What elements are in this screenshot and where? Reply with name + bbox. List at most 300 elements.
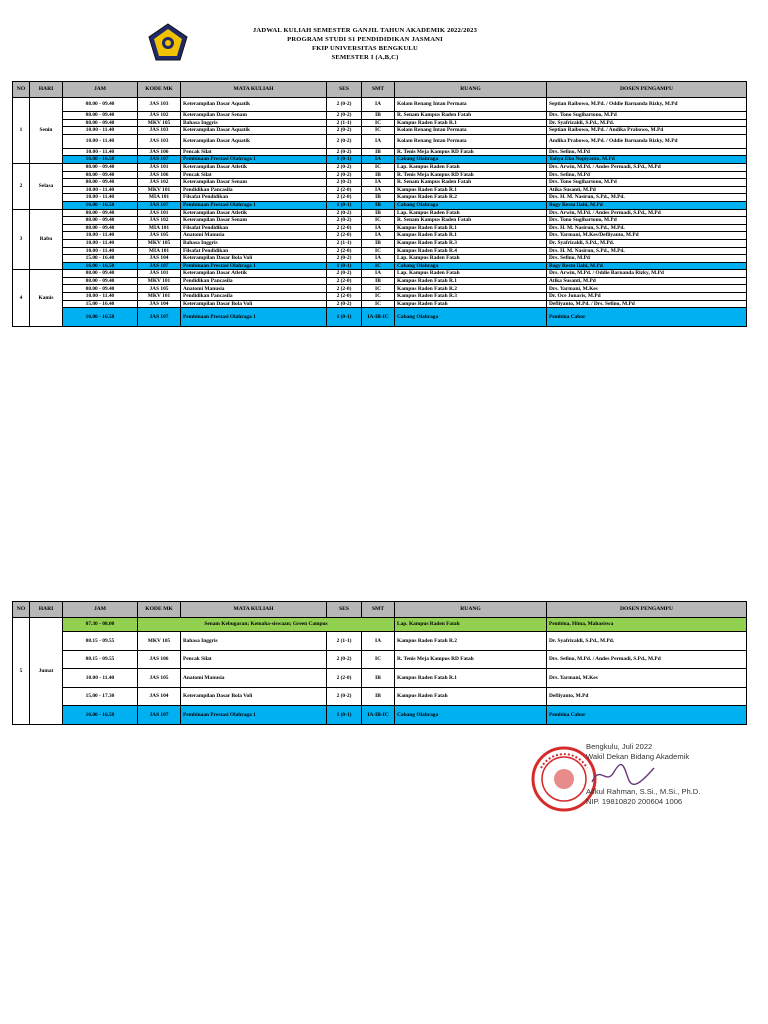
course-name-cell: Pencak Silat — [181, 650, 327, 669]
time-cell: 08.15 - 09.55 — [63, 650, 138, 669]
course-code-cell: MKV 101 — [138, 186, 181, 194]
course-name-cell: Keterampilan Dasar Atletik — [181, 270, 327, 278]
table-row — [13, 232, 747, 240]
room-cell: R. Tenis Meja Kampus RD Fatah — [395, 650, 547, 669]
credits-cell: 2 (0-2) — [327, 163, 362, 171]
course-code-cell: JAS 106 — [138, 148, 181, 156]
credits-cell: 2 (2-0) — [327, 285, 362, 293]
course-code-cell: JAS 106 — [138, 650, 181, 669]
lecturer-cell: Drs. Sefino, M.Pd. / Andes Permadi, S.Pd., M.Pd — [547, 650, 747, 669]
lecturer-cell: Drs. Sefino, M.Pd — [547, 255, 747, 263]
lecturer-cell: Defliyanto, M.Pd — [547, 687, 747, 706]
course-code-cell: JAS 104 — [138, 300, 181, 308]
col-ruang: RUANG — [395, 82, 547, 98]
col-kode: KODE MK — [138, 602, 181, 618]
table-row — [13, 194, 747, 202]
semester-cell: IA-IB-IC — [362, 308, 395, 327]
credits-cell: 2 (0-2) — [327, 171, 362, 179]
room-cell: Kampus Raden Fatah R.1 — [395, 186, 547, 194]
lecturer-cell: Bogy Restu Ilahi, M.Pd — [547, 201, 747, 209]
semester-cell: IB — [362, 171, 395, 179]
room-cell: Kampus Raden Fatah R.1 — [395, 119, 547, 127]
table-row — [13, 127, 747, 135]
col-no: NO — [13, 602, 30, 618]
semester-cell: IB — [362, 277, 395, 285]
credits-cell: 2 (0-2) — [327, 650, 362, 669]
time-cell: 08.00 - 09.40 — [63, 171, 138, 179]
room-cell: R. Senam Kampus Raden Fatah — [395, 112, 547, 120]
course-code-cell: JAS 106 — [138, 171, 181, 179]
table-row — [13, 134, 747, 148]
time-cell: 08.00 - 09.40 — [63, 270, 138, 278]
credits-cell: 2 (2-0) — [327, 194, 362, 202]
time-cell: 08.00 - 09.40 — [63, 224, 138, 232]
lecturer-cell: Drs. Yarmani, M.Kes — [547, 285, 747, 293]
semester-cell: IB — [362, 209, 395, 217]
room-cell: R. Tenis Meja Kampus RD Fatah — [395, 171, 547, 179]
course-name-cell: Pencak Silat — [181, 171, 327, 179]
course-code-cell: MKV 105 — [138, 119, 181, 127]
course-name-cell: Bahasa Inggris — [181, 632, 327, 651]
credits-cell: 2 (2-0) — [327, 247, 362, 255]
credits-cell: 2 (2-0) — [327, 224, 362, 232]
credits-cell: 2 (2-0) — [327, 232, 362, 240]
semester-cell: IC — [362, 300, 395, 308]
credits-cell: 1 (0-1) — [327, 201, 362, 209]
credits-cell: 2 (2-0) — [327, 186, 362, 194]
table-row — [13, 293, 747, 301]
friday-body — [13, 618, 747, 725]
room-cell: Kampus Raden Fatah R.1 — [395, 224, 547, 232]
header-line-3: FKIP UNIVERSITAS BENGKULU — [311, 45, 418, 52]
day-number: 3 — [13, 209, 30, 270]
room-cell: Cabang Olahraga — [395, 262, 547, 270]
course-code-cell: MIA 101 — [138, 247, 181, 255]
course-code-cell: JAS 105 — [138, 285, 181, 293]
table-row — [13, 277, 747, 285]
day-number: 5 — [13, 618, 30, 725]
credits-cell: 2 (2-0) — [327, 277, 362, 285]
lecturer-cell: Drs. Sefino, M.Pd — [547, 148, 747, 156]
semester-cell: IC — [362, 650, 395, 669]
semester-cell: IC — [362, 127, 395, 135]
lecturer-cell: Drs. Yarmani, M.Kes — [547, 669, 747, 688]
room-cell: Lap. Kampus Raden Fatah — [395, 163, 547, 171]
time-cell: 15.00 - 16.40 — [63, 255, 138, 263]
semester-cell: IC — [362, 217, 395, 225]
semester-cell: IA — [362, 232, 395, 240]
col-dosen: DOSEN PENGAMPU — [547, 82, 747, 98]
semester-cell: IB — [362, 148, 395, 156]
semester-cell: IB — [362, 112, 395, 120]
schedule-body — [13, 98, 747, 327]
place-date: Bengkulu, Juli 2022 — [586, 742, 653, 751]
time-cell: 10.00 - 11.40 — [63, 194, 138, 202]
table-header-row — [13, 82, 747, 98]
table-row — [13, 239, 747, 247]
day-number: 2 — [13, 163, 30, 209]
time-cell: 15.00 - 17.30 — [63, 687, 138, 706]
room-cell: Kampus Raden Fatah R.3 — [395, 239, 547, 247]
day-name: Jumat — [30, 618, 63, 725]
credits-cell: 2 (0-2) — [327, 300, 362, 308]
semester-cell: IB — [362, 669, 395, 688]
room-cell: Kampus Raden Fatah R.2 — [395, 285, 547, 293]
table-row — [13, 148, 747, 156]
time-cell: 16.00 - 16.50 — [63, 156, 138, 164]
day-number: 4 — [13, 270, 30, 327]
course-code-cell: JAS 101 — [138, 270, 181, 278]
header-line-4: SEMESTER I (A,B,C) — [331, 54, 399, 61]
semester-cell: IC — [362, 119, 395, 127]
lecturer-cell: Pembina Cabor — [547, 706, 747, 725]
table-row — [13, 217, 747, 225]
table-row — [13, 669, 747, 688]
day-name: Senin — [30, 98, 63, 164]
table-row — [13, 224, 747, 232]
col-mata-kuliah: MATA KULIAH — [181, 82, 327, 98]
credits-cell: 2 (0-2) — [327, 134, 362, 148]
room-cell: Kampus Raden Fatah R.1 — [395, 277, 547, 285]
table-row — [13, 209, 747, 217]
activity-cell: Senam Kebugaran; Kemaha-siswaan; Green Campus — [138, 618, 395, 632]
time-cell: 07.30 - 08.00 — [63, 618, 138, 632]
course-code-cell: JAS 105 — [138, 232, 181, 240]
time-cell: 08.00 - 09.40 — [63, 209, 138, 217]
signatory-nip: NIP. 19810820 200604 1006 — [586, 797, 683, 806]
course-name-cell: Filsafat Pendidikan — [181, 224, 327, 232]
lecturer-cell: Drs. Tono Sugihartono, M.Pd — [547, 217, 747, 225]
table-row — [13, 308, 747, 327]
lecturer-cell: Drs. H. M. Nasirun, S.Pd., M.Pd. — [547, 224, 747, 232]
university-logo-icon — [146, 22, 190, 66]
credits-cell: 2 (0-2) — [327, 270, 362, 278]
time-cell: 10.00 - 11.40 — [63, 239, 138, 247]
time-cell: 08.00 - 09.40 — [63, 277, 138, 285]
table-row — [13, 687, 747, 706]
lecturer-cell: Drs. H. M. Nasirun, S.Pd., M.Pd. — [547, 194, 747, 202]
semester-cell: IB — [362, 239, 395, 247]
col-ses: SES — [327, 82, 362, 98]
course-name-cell: Filsafat Pendidikan — [181, 194, 327, 202]
room-cell: R. Senam Kampus Raden Fatah — [395, 217, 547, 225]
course-code-cell: JAS 107 — [138, 201, 181, 209]
course-code-cell: JAS 104 — [138, 687, 181, 706]
course-code-cell: JAS 107 — [138, 262, 181, 270]
room-cell: R. Tenis Meja Kampus RD Fatah — [395, 148, 547, 156]
course-name-cell: Keterampilan Dasar Aquatik — [181, 134, 327, 148]
semester-cell: IA — [362, 98, 395, 112]
semester-cell: IA — [362, 224, 395, 232]
room-cell: Lap. Kampus Raden Fatah — [395, 255, 547, 263]
credits-cell: 1 (0-1) — [327, 262, 362, 270]
col-jam: JAM — [63, 82, 138, 98]
course-code-cell: MKV 101 — [138, 277, 181, 285]
course-code-cell: MIA 101 — [138, 194, 181, 202]
semester-cell: IC — [362, 247, 395, 255]
course-name-cell: Bahasa Inggris — [181, 239, 327, 247]
time-cell: 10.00 - 11.40 — [63, 247, 138, 255]
credits-cell: 1 (0-1) — [327, 706, 362, 725]
col-hari: HARI — [30, 82, 63, 98]
signatory-title: Wakil Dekan Bidang Akademik — [586, 752, 690, 761]
signatory-name: Alfkul Rahman, S.Si., M.Si., Ph.D. — [586, 787, 701, 796]
table-row — [13, 255, 747, 263]
credits-cell: 2 (0-2) — [327, 112, 362, 120]
lecturer-cell: Drs. Tono Sugihartono, M.Pd — [547, 179, 747, 187]
lecturer-cell: Drs. Arwin, M.Pd. / Oddie Barnanda Rizky, M.Pd — [547, 270, 747, 278]
lecturer-cell: Yahya Eko Nopiyanto, M.Pd — [547, 156, 747, 164]
course-code-cell: JAS 101 — [138, 209, 181, 217]
course-name-cell: Keterampilan Dasar Senam — [181, 217, 327, 225]
table-row — [13, 98, 747, 112]
time-cell: 08.00 - 09.40 — [63, 163, 138, 171]
course-code-cell: MKV 101 — [138, 293, 181, 301]
table-row — [13, 618, 747, 632]
lecturer-cell: Dr. Syafrizaldi, S.Pd., M.Pd. — [547, 239, 747, 247]
semester-cell: IA — [362, 255, 395, 263]
lecturer-cell: Bogy Restu Ilahi, M.Pd — [547, 262, 747, 270]
lecturer-cell: Dr. Oce Junaris, M.Pd — [547, 293, 747, 301]
semester-cell: IA — [362, 134, 395, 148]
course-code-cell: JAS 101 — [138, 163, 181, 171]
semester-cell: IB — [362, 687, 395, 706]
semester-cell: IA-IB-IC — [362, 706, 395, 725]
room-cell: Kampus Raden Fatah R.2 — [395, 632, 547, 651]
lecturer-cell: Drs. Sefino, M.Pd — [547, 171, 747, 179]
course-code-cell: MIA 101 — [138, 224, 181, 232]
col-smt: SMT — [362, 602, 395, 618]
semester-cell: IC — [362, 285, 395, 293]
semester-cell: IA — [362, 632, 395, 651]
lecturer-cell: Drs. H. M. Nasirun, S.Pd., M.Pd. — [547, 247, 747, 255]
time-cell: 08.00 - 09.40 — [63, 217, 138, 225]
room-cell: Kampus Raden Fatah — [395, 300, 547, 308]
course-name-cell: Pembinaan Prestasi Olahraga 1 — [181, 262, 327, 270]
table-row — [13, 171, 747, 179]
lecturer-cell: Defliyanto, M.Pd. / Drs. Sefino, M.Pd — [547, 300, 747, 308]
col-mata-kuliah: MATA KULIAH — [181, 602, 327, 618]
table-row — [13, 179, 747, 187]
room-cell: Kampus Raden Fatah R.1 — [395, 669, 547, 688]
room-cell: Kampus Raden Fatah R.1 — [395, 232, 547, 240]
time-cell: 08.15 - 09.55 — [63, 632, 138, 651]
room-cell: Lap. Kampus Raden Fatah — [395, 209, 547, 217]
course-code-cell: MKV 105 — [138, 239, 181, 247]
credits-cell: 1 (0-1) — [327, 156, 362, 164]
credits-cell: 2 (0-2) — [327, 687, 362, 706]
room-cell: Cabang Olahraga — [395, 201, 547, 209]
credits-cell: 1 (0-1) — [327, 308, 362, 327]
table-row — [13, 285, 747, 293]
lecturer-cell: Drs. Yarmani, M.Kes/Defliyanto, M.Pd — [547, 232, 747, 240]
course-code-cell: JAS 102 — [138, 217, 181, 225]
credits-cell: 2 (0-2) — [327, 209, 362, 217]
table-row — [13, 119, 747, 127]
lecturer-cell: Dr. Syafrizaldi, S.Pd., M.Pd. — [547, 119, 747, 127]
time-cell: 08.00 - 09.40 — [63, 179, 138, 187]
course-name-cell: Anatomi Manusia — [181, 669, 327, 688]
course-name-cell: Keterampilan Dasar Bola Voli — [181, 255, 327, 263]
course-name-cell: Pembinaan Prestasi Olahraga 1 — [181, 308, 327, 327]
room-cell: Kolam Renang Intan Permata — [395, 127, 547, 135]
course-name-cell: Keterampilan Dasar Aquatik — [181, 98, 327, 112]
course-name-cell: Anatomi Manusia — [181, 232, 327, 240]
course-code-cell: JAS 103 — [138, 134, 181, 148]
day-name: Kamis — [30, 270, 63, 327]
time-cell: 10.00 - 11.40 — [63, 232, 138, 240]
semester-cell: IA — [362, 179, 395, 187]
table-row — [13, 270, 747, 278]
course-name-cell: Keterampilan Dasar Aquatik — [181, 127, 327, 135]
time-cell: 10.00 - 11.40 — [63, 669, 138, 688]
time-cell: 08.00 - 09.40 — [63, 98, 138, 112]
col-smt: SMT — [362, 82, 395, 98]
table-row — [13, 247, 747, 255]
course-name-cell: Pendidikan Pancasila — [181, 277, 327, 285]
time-cell: 15.00 - 16.40 — [63, 300, 138, 308]
lecturer-cell: Atika Susanti, M.Pd — [547, 186, 747, 194]
table-header-row — [13, 602, 747, 618]
credits-cell: 2 (2-0) — [327, 293, 362, 301]
credits-cell: 2 (0-2) — [327, 217, 362, 225]
header-line-1: JADWAL KULIAH SEMESTER GANJIL TAHUN AKADEMIK 2022/2023 — [252, 27, 478, 34]
lecturer-cell: Dr. Syafrizaldi, S.Pd., M.Pd. — [547, 632, 747, 651]
time-cell: 08.00 - 09.40 — [63, 112, 138, 120]
credits-cell: 2 (2-0) — [327, 669, 362, 688]
course-code-cell: JAS 102 — [138, 112, 181, 120]
course-name-cell: Pembinaan Prestasi Olahraga 1 — [181, 201, 327, 209]
schedule-table-friday — [12, 601, 747, 725]
time-cell: 10.00 - 11.40 — [63, 186, 138, 194]
col-jam: JAM — [63, 602, 138, 618]
course-name-cell: Pembinaan Prestasi Olahraga 1 — [181, 156, 327, 164]
col-kode: KODE MK — [138, 82, 181, 98]
semester-cell: IA — [362, 156, 395, 164]
time-cell: 10.00 - 11.40 — [63, 293, 138, 301]
course-name-cell: Keterampilan Dasar Senam — [181, 112, 327, 120]
credits-cell: 2 (1-1) — [327, 632, 362, 651]
course-name-cell: Keterampilan Dasar Atletik — [181, 163, 327, 171]
course-name-cell: Pendidikan Pancasila — [181, 186, 327, 194]
table-row — [13, 262, 747, 270]
room-cell: Kampus Raden Fatah R.4 — [395, 247, 547, 255]
room-cell: Cabang Olahraga — [395, 156, 547, 164]
lecturer-cell: Drs. Arwin, M.Pd. / Andes Permadi, S.Pd., M.Pd — [547, 163, 747, 171]
room-cell: Kampus Raden Fatah — [395, 687, 547, 706]
table-row — [13, 706, 747, 725]
course-name-cell: Filsafat Pendidikan — [181, 247, 327, 255]
course-name-cell: Bahasa Inggris — [181, 119, 327, 127]
credits-cell: 2 (1-1) — [327, 239, 362, 247]
col-ruang: RUANG — [395, 602, 547, 618]
course-name-cell: Keterampilan Dasar Atletik — [181, 209, 327, 217]
course-code-cell: JAS 102 — [138, 179, 181, 187]
time-cell: 16.00 - 16.50 — [63, 706, 138, 725]
col-ses: SES — [327, 602, 362, 618]
room-cell: Lap. Kampus Raden Fatah — [395, 618, 547, 632]
semester-cell: IC — [362, 163, 395, 171]
schedule-table-main — [12, 81, 747, 327]
table-row — [13, 650, 747, 669]
course-name-cell: Keterampilan Dasar Bola Voli — [181, 687, 327, 706]
course-code-cell: JAS 104 — [138, 255, 181, 263]
day-name: Rabu — [30, 209, 63, 270]
time-cell: 08.00 - 09.40 — [63, 119, 138, 127]
day-number: 1 — [13, 98, 30, 164]
credits-cell: 2 (0-2) — [327, 127, 362, 135]
course-code-cell: MKV 105 — [138, 632, 181, 651]
course-code-cell: JAS 103 — [138, 127, 181, 135]
table-row — [13, 186, 747, 194]
col-hari: HARI — [30, 602, 63, 618]
lecturer-cell: Septian Raibowo, M.Pd. / Oddie Barnanda Rizky, M.Pd — [547, 98, 747, 112]
table-row — [13, 163, 747, 171]
lecturer-cell: Drs. Tono Sugihartono, M.Pd — [547, 112, 747, 120]
room-cell: Kampus Raden Fatah R.2 — [395, 194, 547, 202]
room-cell: R. Senam Kampus Raden Fatah — [395, 179, 547, 187]
lecturer-cell: Pembina Cabor — [547, 308, 747, 327]
lecturer-cell: Drs. Arwin, M.Pd. / Andes Permadi, S.Pd., M.Pd — [547, 209, 747, 217]
course-name-cell: Pendidikan Pancasila — [181, 293, 327, 301]
credits-cell: 2 (0-2) — [327, 98, 362, 112]
lecturer-cell: Septian Raibowo, M.Pd. / Andika Prabowo, M.Pd — [547, 127, 747, 135]
course-name-cell: Keterampilan Dasar Bola Voli — [181, 300, 327, 308]
time-cell: 16.00 - 16.50 — [63, 308, 138, 327]
course-name-cell: Pembinaan Prestasi Olahraga 1 — [181, 706, 327, 725]
semester-cell: IA — [362, 270, 395, 278]
semester-cell: IB — [362, 194, 395, 202]
credits-cell: 2 (1-1) — [327, 119, 362, 127]
credits-cell: 2 (0-2) — [327, 179, 362, 187]
credits-cell: 2 (0-2) — [327, 148, 362, 156]
room-cell: Kolam Renang Intan Permata — [395, 134, 547, 148]
day-name: Selasa — [30, 163, 63, 209]
table-row — [13, 112, 747, 120]
semester-cell: IC — [362, 293, 395, 301]
col-dosen: DOSEN PENGAMPU — [547, 602, 747, 618]
col-no: NO — [13, 82, 30, 98]
lecturer-cell: Atika Susanti, M.Pd — [547, 277, 747, 285]
semester-cell: IA — [362, 186, 395, 194]
course-name-cell: Anatomi Manusia — [181, 285, 327, 293]
table-row — [13, 201, 747, 209]
room-cell: Cabang Olahraga — [395, 308, 547, 327]
time-cell: 08.00 - 09.40 — [63, 285, 138, 293]
time-cell: 10.00 - 11.40 — [63, 148, 138, 156]
lecturer-cell: Pembina, Hima, Mahasiswa — [547, 618, 747, 632]
table-row — [13, 156, 747, 164]
table-row — [13, 632, 747, 651]
course-code-cell: JAS 107 — [138, 706, 181, 725]
course-name-cell: Pencak Silat — [181, 148, 327, 156]
table-row — [13, 300, 747, 308]
course-code-cell: JAS 107 — [138, 156, 181, 164]
room-cell: Cabang Olahraga — [395, 706, 547, 725]
semester-cell: IB — [362, 201, 395, 209]
time-cell: 16.00 - 16.50 — [63, 262, 138, 270]
room-cell: Lap. Kampus Raden Fatah — [395, 270, 547, 278]
room-cell: Kolam Renang Intan Permata — [395, 98, 547, 112]
credits-cell: 2 (0-2) — [327, 255, 362, 263]
signature-block — [586, 742, 700, 807]
time-cell: 10.00 - 11.40 — [63, 127, 138, 135]
course-code-cell: JAS 103 — [138, 98, 181, 112]
lecturer-cell: Andika Prabowo, M.Pd. / Oddie Barnanda Rizky, M.Pd — [547, 134, 747, 148]
time-cell: 10.00 - 11.40 — [63, 134, 138, 148]
semester-cell: IC — [362, 262, 395, 270]
course-name-cell: Keterampilan Dasar Senam — [181, 179, 327, 187]
